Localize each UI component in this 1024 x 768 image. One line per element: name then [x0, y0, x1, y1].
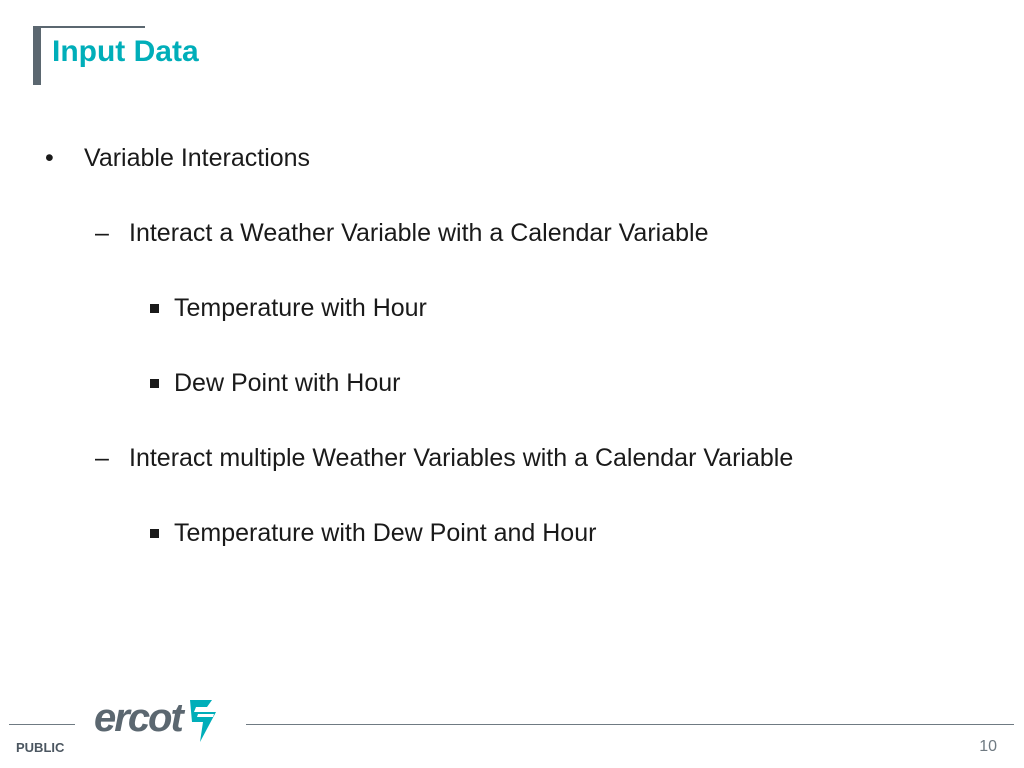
title-accent-rule	[41, 26, 145, 28]
footer-rule-right	[246, 724, 1014, 725]
bullet-text: Interact multiple Weather Variables with a Calendar Variable	[129, 444, 794, 472]
square-bullet-icon	[150, 379, 159, 388]
logo-wordmark: ercot	[94, 696, 182, 740]
bullet-text: Variable Interactions	[84, 144, 311, 172]
ercot-logo	[94, 696, 220, 752]
square-bullet-icon	[150, 304, 159, 313]
bullet-text: Interact a Weather Variable with a Calendar Variable	[129, 219, 709, 247]
footer-rule-left	[9, 724, 75, 725]
classification-label: PUBLIC	[16, 740, 65, 755]
slide-title: Input Data	[52, 35, 199, 68]
bullet-marker: •	[45, 144, 54, 172]
bullet-text: Dew Point with Hour	[174, 369, 401, 397]
title-accent-bar	[33, 26, 41, 85]
dash-marker: –	[95, 219, 109, 247]
dash-marker: –	[95, 444, 109, 472]
bullet-text: Temperature with Dew Point and Hour	[174, 519, 597, 547]
page-number: 10	[979, 738, 997, 755]
lightning-bolt-icon	[186, 696, 220, 746]
bullet-text: Temperature with Hour	[174, 294, 427, 322]
square-bullet-icon	[150, 529, 159, 538]
